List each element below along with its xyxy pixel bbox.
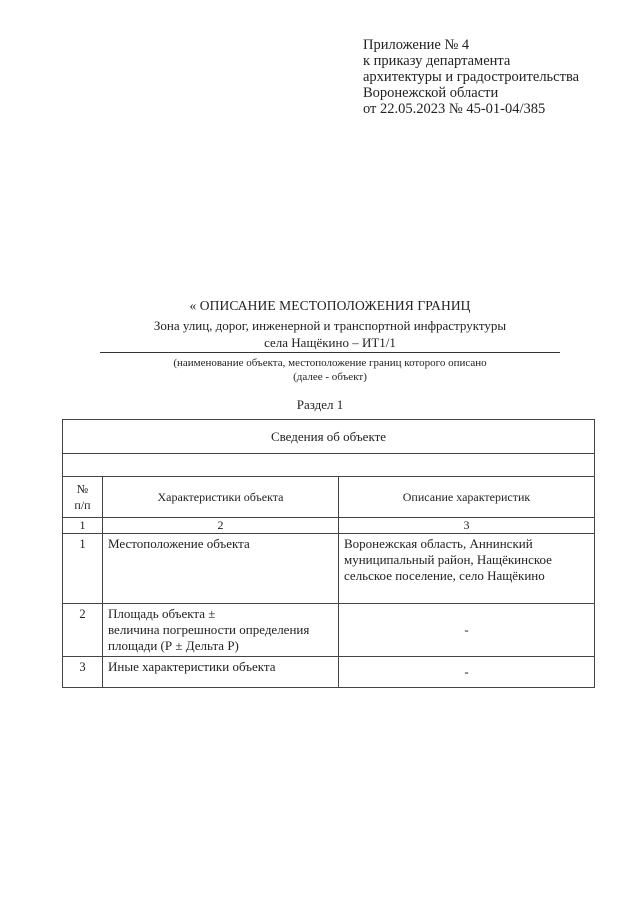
underline-rule [100,352,560,353]
document-heading [100,298,560,384]
row-description: - [339,604,595,657]
appendix-date-line: от 22.05.2023 № 45-01-04/385 [363,101,546,117]
appendix-line: Приложение № 4 [363,37,470,53]
column-header-characteristic: Характеристики объекта [103,477,339,518]
cell-line: Воронежская область, Аннинский [344,536,533,551]
object-caption [100,356,560,384]
column-number: 1 [63,518,103,534]
cell-line: сельское поселение, село Нащёкино [344,568,545,583]
column-number: 2 [103,518,339,534]
table-row [63,604,595,657]
column-header-num [63,477,103,518]
row-number: 1 [63,534,103,604]
table-title-row [63,420,595,454]
table-blank-row [63,454,595,477]
appendix-line: Воронежской области [363,85,499,101]
blank-cell [63,454,595,477]
cell-line: величина погрешности определения [108,622,310,637]
cell-line: площади (Р ± Дельта Р) [108,638,239,653]
row-characteristic [103,534,339,604]
section-label: Раздел 1 [296,397,344,412]
column-header-row [63,477,595,518]
appendix-block [363,37,579,117]
appendix-line: архитектуры и градостроительства [363,69,580,85]
cell-line: Площадь объекта ± [108,606,216,621]
caption-line: (далее - объект) [293,371,367,383]
appendix-line: к приказу департамента [363,53,511,69]
object-name [100,317,560,351]
object-name-line: Зона улиц, дорог, инженерной и транспортной инфраструктуры [153,318,507,333]
table-row [63,657,595,688]
row-characteristic [103,604,339,657]
row-description [339,534,595,604]
column-header-num-line: п/п [74,498,91,512]
object-info-table [62,419,595,688]
column-number: 3 [339,518,595,534]
object-name-line: села Нащёкино – ИТ1/1 [264,335,396,350]
document-title: « ОПИСАНИЕ МЕСТОПОЛОЖЕНИЯ ГРАНИЦ [189,298,471,313]
cell-line: Местоположение объекта [108,536,250,551]
column-header-num-line: № [76,482,89,496]
cell-line: муниципальный район, Нащёкинское [344,552,552,567]
table-title: Сведения об объекте [63,420,595,454]
column-header-description: Описание характеристик [339,477,595,518]
column-number-row [63,518,595,534]
row-characteristic [103,657,339,688]
row-description: - [339,657,595,688]
cell-line: Иные характеристики объекта [108,659,276,674]
caption-line: (наименование объекта, местоположение границ которого описано [173,357,487,369]
row-number: 2 [63,604,103,657]
table-row [63,534,595,604]
row-number: 3 [63,657,103,688]
